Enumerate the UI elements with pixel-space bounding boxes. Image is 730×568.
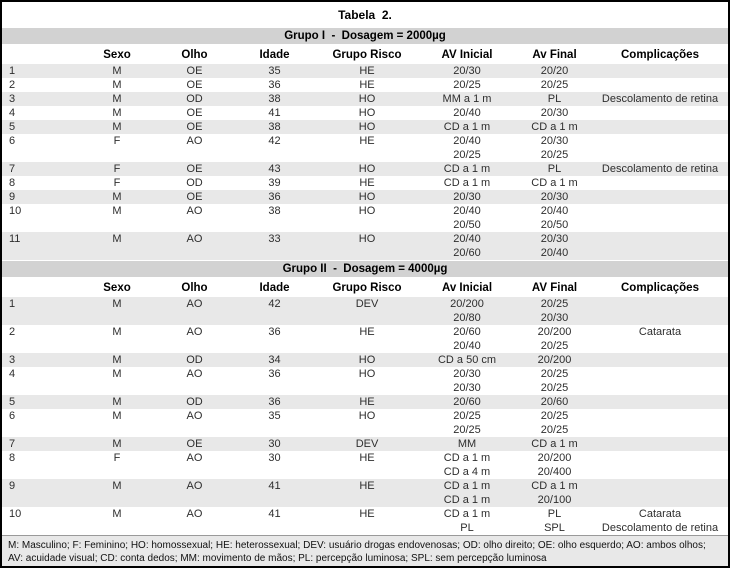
cell-grupo-risco: HE xyxy=(359,452,375,464)
cell-av-final: 20/30 20/25 xyxy=(540,135,569,161)
cell-idade: 30 xyxy=(268,452,281,464)
cell-av-inicial: 20/40 20/50 xyxy=(453,205,481,231)
cell-av-inicial: 20/60 xyxy=(453,396,481,408)
cell-olho: AO xyxy=(186,508,203,520)
cell-idade: 36 xyxy=(268,326,281,338)
table-row xyxy=(2,479,728,507)
cell-av-final: 20/30 20/40 xyxy=(540,233,569,259)
cell-sexo: M xyxy=(112,396,122,408)
cell-grupo-risco: HE xyxy=(359,480,375,492)
cell-sexo: M xyxy=(112,298,122,310)
table-row xyxy=(2,409,728,437)
cell-grupo-risco: HO xyxy=(358,354,376,366)
cell-av-inicial: 20/30 xyxy=(453,65,481,77)
cell-av-inicial: 20/25 xyxy=(453,79,481,91)
cell-grupo-risco: HO xyxy=(358,410,376,422)
cell-sexo: M xyxy=(112,107,122,119)
cell-idade: 34 xyxy=(268,354,281,366)
cell-number: 4 xyxy=(9,368,16,380)
cell-idade: 35 xyxy=(268,410,281,422)
cell-av-inicial: CD a 1 m xyxy=(443,177,491,189)
group-section xyxy=(2,260,728,535)
cell-olho: AO xyxy=(186,326,203,338)
cell-number: 2 xyxy=(9,326,16,338)
cell-av-inicial: CD a 1 m PL xyxy=(443,508,491,534)
cell-idade: 41 xyxy=(268,480,281,492)
cell-complicacoes: Catarata Descolamento de retina xyxy=(601,508,719,534)
cell-complicacoes xyxy=(592,204,728,232)
cell-olho: AO xyxy=(186,452,203,464)
cell-grupo-risco: HO xyxy=(358,205,376,217)
table-row xyxy=(2,325,728,353)
cell-idade: 39 xyxy=(268,177,281,189)
cell-number: 5 xyxy=(9,121,16,133)
cell-number: 10 xyxy=(9,205,22,217)
cell-sexo: M xyxy=(112,326,122,338)
cell-number: 3 xyxy=(9,354,16,366)
cell-olho: OD xyxy=(186,93,203,105)
cell-olho: OD xyxy=(186,354,203,366)
table-row xyxy=(2,395,728,409)
cell-av-final: CD a 1 m xyxy=(531,121,578,133)
cell-grupo-risco: HE xyxy=(359,135,375,147)
cell-idade: 33 xyxy=(268,233,281,245)
column-header-empty xyxy=(2,281,77,295)
cell-idade: 36 xyxy=(268,368,281,380)
cell-complicacoes xyxy=(592,106,728,120)
cell-grupo-risco: HE xyxy=(359,65,375,77)
cell-number: 9 xyxy=(9,191,16,203)
cell-av-inicial: CD a 1 m CD a 4 m xyxy=(443,452,491,478)
cell-number: 10 xyxy=(9,508,22,520)
cell-olho: AO xyxy=(186,135,203,147)
cell-sexo: M xyxy=(112,410,122,422)
cell-complicacoes: Catarata xyxy=(638,326,682,338)
cell-complicacoes xyxy=(592,353,728,367)
cell-av-final: CD a 1 m xyxy=(531,177,578,189)
cell-olho: OE xyxy=(186,79,203,91)
cell-olho: AO xyxy=(186,368,203,380)
cell-av-inicial: CD a 1 m xyxy=(443,163,491,175)
table-row xyxy=(2,507,728,535)
cell-av-final: CD a 1 m xyxy=(531,438,578,450)
table-row xyxy=(2,437,728,451)
cell-sexo: M xyxy=(112,368,122,380)
cell-number: 9 xyxy=(9,480,16,492)
cell-av-final: PL SPL xyxy=(544,508,565,534)
cell-av-inicial: 20/40 20/25 xyxy=(453,135,481,161)
table-row xyxy=(2,190,728,204)
cell-grupo-risco: HO xyxy=(358,107,376,119)
cell-idade: 41 xyxy=(268,107,281,119)
cell-grupo-risco: DEV xyxy=(355,298,379,310)
cell-av-final: 20/25 20/30 xyxy=(540,298,569,324)
cell-av-final: 20/25 20/25 xyxy=(540,368,569,394)
cell-number: 3 xyxy=(9,93,16,105)
cell-idade: 41 xyxy=(268,508,281,520)
cell-complicacoes: Descolamento de retina xyxy=(601,163,719,175)
column-header: Av Inicial xyxy=(441,282,493,294)
table-row xyxy=(2,367,728,395)
cell-av-inicial: 20/40 20/60 xyxy=(453,233,481,259)
cell-idade: 35 xyxy=(268,65,281,77)
table-title: Tabela 2. xyxy=(338,8,392,22)
cell-complicacoes xyxy=(592,120,728,134)
cell-av-final: 20/20 xyxy=(540,65,569,77)
cell-number: 7 xyxy=(9,163,16,175)
cell-av-inicial: CD a 1 m CD a 1 m xyxy=(443,480,491,506)
group-columns xyxy=(2,278,728,297)
column-header: AV Inicial xyxy=(441,49,493,61)
table-row xyxy=(2,176,728,190)
cell-olho: AO xyxy=(186,480,203,492)
group-rows xyxy=(2,297,728,535)
table-row xyxy=(2,106,728,120)
cell-av-inicial: 20/30 xyxy=(453,191,481,203)
table-row xyxy=(2,134,728,162)
cell-av-inicial: 20/30 20/30 xyxy=(453,368,481,394)
cell-sexo: M xyxy=(112,205,122,217)
cell-av-final: 20/60 xyxy=(540,396,569,408)
cell-sexo: F xyxy=(113,135,121,147)
cell-complicacoes xyxy=(592,437,728,451)
cell-grupo-risco: HE xyxy=(359,508,375,520)
cell-complicacoes xyxy=(592,451,728,479)
cell-av-inicial: CD a 50 cm xyxy=(437,354,497,366)
cell-sexo: M xyxy=(112,93,122,105)
cell-av-final: 20/30 xyxy=(540,107,569,119)
cell-idade: 38 xyxy=(268,93,281,105)
cell-idade: 36 xyxy=(268,79,281,91)
group-header: Grupo I - Dosagem = 2000µg xyxy=(2,27,728,45)
cell-complicacoes xyxy=(592,479,728,507)
table-footnote xyxy=(2,535,728,568)
cell-grupo-risco: HO xyxy=(358,163,376,175)
table-row xyxy=(2,64,728,78)
cell-complicacoes xyxy=(592,64,728,78)
cell-grupo-risco: HO xyxy=(358,93,376,105)
cell-grupo-risco: HO xyxy=(358,368,376,380)
table-row xyxy=(2,204,728,232)
cell-number: 8 xyxy=(9,177,16,189)
cell-number: 5 xyxy=(9,396,16,408)
cell-av-final: 20/200 20/400 xyxy=(537,452,572,478)
footnote-line-2: AV: acuidade visual; CD: conta dedos; MM: movimento de mãos; PL: percepção luminosa; SPL: sem percepção luminosa xyxy=(8,553,547,564)
cell-av-inicial: 20/60 20/40 xyxy=(453,326,481,352)
column-header: Olho xyxy=(181,49,208,61)
cell-av-final: PL xyxy=(547,93,562,105)
cell-grupo-risco: DEV xyxy=(355,438,379,450)
column-header: Av Final xyxy=(532,49,577,61)
cell-number: 8 xyxy=(9,452,16,464)
column-header: Idade xyxy=(259,49,290,61)
cell-olho: OD xyxy=(186,177,203,189)
group-section xyxy=(2,27,728,260)
table-row xyxy=(2,162,728,176)
cell-av-inicial: MM a 1 m xyxy=(442,93,492,105)
cell-olho: OE xyxy=(186,438,203,450)
table-row xyxy=(2,120,728,134)
column-header: Grupo Risco xyxy=(332,49,402,61)
cell-idade: 38 xyxy=(268,121,281,133)
cell-grupo-risco: HE xyxy=(359,396,375,408)
cell-complicacoes xyxy=(592,409,728,437)
cell-grupo-risco: HO xyxy=(358,121,376,133)
cell-complicacoes: Descolamento de retina xyxy=(601,93,719,105)
cell-olho: OD xyxy=(186,396,203,408)
cell-complicacoes xyxy=(592,297,728,325)
cell-sexo: M xyxy=(112,508,122,520)
cell-sexo: F xyxy=(113,163,121,175)
cell-complicacoes xyxy=(592,134,728,162)
cell-av-final: 20/25 xyxy=(540,79,569,91)
cell-sexo: M xyxy=(112,438,122,450)
cell-grupo-risco: HE xyxy=(359,326,375,338)
cell-av-final: 20/25 20/25 xyxy=(540,410,569,436)
group-header: Grupo II - Dosagem = 4000µg xyxy=(2,260,728,278)
table-row xyxy=(2,78,728,92)
cell-number: 7 xyxy=(9,438,16,450)
cell-number: 4 xyxy=(9,107,16,119)
cell-idade: 42 xyxy=(268,298,281,310)
cell-number: 6 xyxy=(9,135,16,147)
cell-av-final: 20/200 20/25 xyxy=(537,326,572,352)
cell-av-inicial: MM xyxy=(457,438,477,450)
cell-av-inicial: 20/40 xyxy=(453,107,481,119)
column-header: Complicações xyxy=(621,49,699,61)
cell-av-inicial: 20/200 20/80 xyxy=(450,298,484,324)
cell-number: 6 xyxy=(9,410,16,422)
cell-av-final: 20/200 xyxy=(537,354,572,366)
cell-av-final: 20/30 xyxy=(540,191,569,203)
cell-av-inicial: 20/25 20/25 xyxy=(453,410,481,436)
cell-olho: AO xyxy=(186,205,203,217)
table-row xyxy=(2,232,728,260)
cell-olho: AO xyxy=(186,298,203,310)
cell-complicacoes xyxy=(592,232,728,260)
column-header: Grupo Risco xyxy=(332,282,402,294)
cell-idade: 36 xyxy=(268,396,281,408)
cell-sexo: M xyxy=(112,233,122,245)
cell-complicacoes xyxy=(592,395,728,409)
cell-number: 11 xyxy=(9,233,21,245)
group-columns xyxy=(2,45,728,64)
cell-av-inicial: CD a 1 m xyxy=(443,121,491,133)
cell-idade: 43 xyxy=(268,163,281,175)
table-row xyxy=(2,451,728,479)
cell-olho: OE xyxy=(186,65,203,77)
column-header-empty xyxy=(2,48,77,62)
cell-complicacoes xyxy=(592,367,728,395)
cell-idade: 38 xyxy=(268,205,281,217)
cell-idade: 42 xyxy=(268,135,281,147)
cell-av-final: PL xyxy=(547,163,562,175)
cell-idade: 30 xyxy=(268,438,281,450)
column-header: Olho xyxy=(181,282,208,294)
table-row xyxy=(2,353,728,367)
cell-number: 1 xyxy=(9,298,16,310)
cell-grupo-risco: HE xyxy=(359,177,375,189)
cell-grupo-risco: HO xyxy=(358,191,376,203)
footnote-line-1: M: Masculino; F: Feminino; HO: homossexual; HE: heterossexual; DEV: usuário drogas endovenosas; OD: olho direito; OE: olho esquerdo; AO: ambos olhos; xyxy=(8,540,706,551)
column-header: Sexo xyxy=(103,49,131,61)
table-groups xyxy=(2,27,728,535)
cell-sexo: F xyxy=(113,452,121,464)
cell-complicacoes xyxy=(592,78,728,92)
cell-olho: AO xyxy=(186,410,203,422)
column-header: Idade xyxy=(259,282,290,294)
cell-sexo: M xyxy=(112,121,122,133)
cell-grupo-risco: HO xyxy=(358,233,376,245)
cell-complicacoes xyxy=(592,190,728,204)
cell-sexo: M xyxy=(112,480,122,492)
cell-idade: 36 xyxy=(268,191,281,203)
cell-grupo-risco: HE xyxy=(359,79,375,91)
cell-olho: OE xyxy=(186,163,203,175)
cell-sexo: F xyxy=(113,177,121,189)
cell-sexo: M xyxy=(112,191,122,203)
cell-olho: OE xyxy=(186,191,203,203)
cell-sexo: M xyxy=(112,354,122,366)
cell-av-final: CD a 1 m 20/100 xyxy=(531,480,578,506)
cell-av-final: 20/40 20/50 xyxy=(540,205,569,231)
cell-olho: OE xyxy=(186,121,203,133)
cell-sexo: M xyxy=(112,65,122,77)
cell-number: 2 xyxy=(9,79,16,91)
cell-olho: OE xyxy=(186,107,203,119)
table-row xyxy=(2,92,728,106)
column-header: Complicações xyxy=(621,282,699,294)
cell-olho: AO xyxy=(186,233,203,245)
group-rows xyxy=(2,64,728,260)
cell-complicacoes xyxy=(592,176,728,190)
table-row xyxy=(2,297,728,325)
column-header: Sexo xyxy=(103,282,131,294)
cell-sexo: M xyxy=(112,79,122,91)
cell-number: 1 xyxy=(9,65,16,77)
column-header: AV Final xyxy=(531,282,578,294)
